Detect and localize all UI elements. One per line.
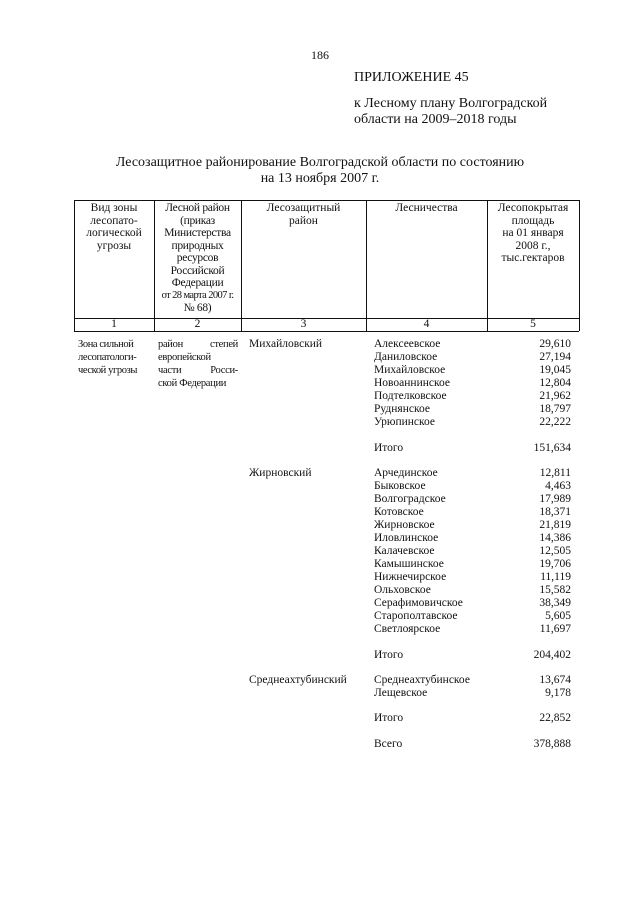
- forest-area-value: 12,811: [539, 467, 571, 479]
- table-row: [374, 506, 571, 519]
- column-divider: [579, 200, 580, 331]
- forestry-name: Арчединское: [374, 467, 438, 479]
- forestry-name: Лещевское: [374, 687, 428, 699]
- forest-area-value: 5,605: [545, 610, 571, 622]
- forestry-name: Урюпинское: [374, 416, 436, 428]
- forestry-name: Руднянское: [374, 403, 430, 415]
- zone-cell: [78, 338, 154, 377]
- header-line: от 28 марта 2007 г.: [161, 289, 234, 301]
- forestry-name: Среднеахтубинское: [374, 674, 470, 686]
- forestry-name: Старополтавское: [374, 610, 458, 622]
- header-line: Министерства: [164, 227, 231, 239]
- column-number: 5: [530, 318, 536, 330]
- column-divider: [366, 200, 367, 331]
- table-row: [374, 416, 571, 429]
- appendix-line-2: области на 2009–2018 годы: [354, 112, 517, 127]
- table-row: [374, 338, 571, 351]
- table-row: [374, 364, 571, 377]
- forestry-name: Ольховское: [374, 584, 431, 596]
- grand-total-row: [374, 738, 571, 751]
- district-name: Среднеахтубинский: [249, 674, 347, 686]
- appendix-line-1: к Лесному плану Волгоградской: [354, 96, 548, 111]
- forest-region-cell: [158, 338, 238, 390]
- forest-area-value: 21,962: [539, 390, 571, 402]
- header-line: на 01 января: [502, 227, 564, 239]
- table-row: [374, 674, 571, 687]
- header-line: № 68): [183, 302, 212, 314]
- table-top-border: [74, 200, 579, 201]
- table-row: [374, 571, 571, 584]
- document-heading: [0, 155, 640, 187]
- district-name: Жирновский: [249, 467, 312, 479]
- header-line: Федерации: [171, 277, 224, 289]
- header-line: Вид зоны: [90, 202, 138, 214]
- grand-total-value: 378,888: [533, 738, 571, 750]
- table-row: [374, 480, 571, 493]
- forest-area-value: 14,386: [539, 532, 571, 544]
- grand-total-label: Всего: [374, 738, 403, 750]
- forest-area-value: 21,819: [539, 519, 571, 531]
- subtotal-value: 151,634: [533, 442, 571, 454]
- forest-area-value: 13,674: [539, 674, 571, 686]
- table-number-border: [74, 331, 579, 332]
- header-cell-forestries: [366, 202, 487, 215]
- header-line: лесопато-: [90, 214, 138, 227]
- table-row: [374, 558, 571, 571]
- subtotal-value: 204,402: [533, 649, 571, 661]
- table-row: [374, 351, 571, 364]
- subtotal-row: [374, 649, 571, 662]
- forestry-name: Серафимовичское: [374, 597, 463, 609]
- forestry-name: Волгоградское: [374, 493, 446, 505]
- table-row: [374, 545, 571, 558]
- header-cell-forest-region: [154, 202, 241, 315]
- forestry-name: Быковское: [374, 480, 426, 492]
- forestry-name: Калачевское: [374, 545, 435, 557]
- forestry-name: Даниловское: [374, 351, 438, 363]
- forest-area-value: 12,804: [539, 377, 571, 389]
- subtotal-label: Итого: [374, 712, 404, 724]
- forest-region-line: район степей: [158, 339, 238, 350]
- forestry-name: Жирновское: [374, 519, 435, 531]
- appendix-block: [354, 70, 547, 128]
- column-number: 2: [194, 318, 201, 330]
- subtotal-label: Итого: [374, 442, 404, 454]
- header-line: 2008 г.,: [515, 239, 551, 252]
- column-number: 3: [300, 318, 307, 330]
- subtotal-row: [374, 712, 571, 725]
- subtotal-value: 22,852: [539, 712, 571, 724]
- forest-area-value: 18,797: [539, 403, 571, 415]
- forestry-name: Алексеевское: [374, 338, 441, 350]
- forest-region-line: части Росси-: [158, 365, 238, 376]
- subtotal-row: [374, 442, 571, 455]
- header-line: ресурсов: [176, 252, 219, 264]
- header-line: логической: [86, 227, 142, 239]
- forest-area-value: 11,697: [539, 623, 571, 635]
- table-row: [374, 623, 571, 636]
- table-row: [374, 403, 571, 416]
- appendix-title: ПРИЛОЖЕНИЕ 45: [354, 70, 469, 85]
- header-line: Лесничества: [395, 202, 458, 214]
- forestry-name: Михайловское: [374, 364, 446, 376]
- column-number: 1: [111, 318, 117, 330]
- forest-area-value: 27,194: [539, 351, 571, 363]
- header-line: Российской: [170, 264, 225, 277]
- header-line: Лесозащитный: [266, 202, 341, 214]
- zone-line: лесопатологи-: [78, 352, 137, 363]
- forest-region-line: европейской: [158, 352, 211, 363]
- table-row: [374, 687, 571, 700]
- heading-line-2: на 13 ноября 2007 г.: [260, 171, 380, 186]
- forest-region-line: ской Федерации: [158, 378, 227, 389]
- table-row: [374, 532, 571, 545]
- header-line: район: [289, 214, 318, 227]
- column-number: 4: [423, 318, 430, 330]
- forestry-name: Подтелковское: [374, 390, 447, 402]
- forest-area-value: 15,582: [539, 584, 571, 596]
- district-name: Михайловский: [249, 338, 323, 350]
- forestry-name: Светлоярское: [374, 623, 441, 635]
- header-cell-forest-area: [487, 202, 579, 265]
- header-cell-zone: [74, 202, 154, 252]
- zone-line: ческой угрозы: [78, 365, 137, 376]
- forest-area-value: 12,505: [539, 545, 571, 557]
- forestry-name: Новоаннинское: [374, 377, 450, 389]
- table-row: [374, 519, 571, 532]
- forest-area-value: 4,463: [545, 480, 571, 492]
- header-line: тыс.гектаров: [501, 252, 565, 264]
- header-line: (приказ: [180, 214, 215, 227]
- forest-area-value: 38,349: [539, 597, 571, 609]
- forestry-name: Камышинское: [374, 558, 444, 570]
- forest-area-value: 22,222: [539, 416, 571, 428]
- table-row: [374, 597, 571, 610]
- table-row: [374, 493, 571, 506]
- subtotal-label: Итого: [374, 649, 404, 661]
- header-line: природных: [171, 239, 224, 252]
- table-row: [374, 610, 571, 623]
- forest-area-value: 17,989: [539, 493, 571, 505]
- header-line: Лесопокрытая: [497, 202, 569, 214]
- header-line: площадь: [511, 214, 555, 227]
- forest-area-value: 11,119: [540, 571, 571, 583]
- heading-line-1: Лесозащитное районирование Волгоградской области по состоянию: [115, 155, 525, 170]
- table-row: [374, 377, 571, 390]
- forest-area-value: 18,371: [539, 506, 571, 518]
- table-row: [374, 584, 571, 597]
- forest-area-value: 29,610: [539, 338, 571, 350]
- header-line: Лесной район: [165, 202, 230, 214]
- page-number: 186: [311, 48, 329, 62]
- forest-area-value: 9,178: [545, 687, 571, 699]
- table-row: [374, 467, 571, 480]
- forestry-name: Нижнечирское: [374, 571, 447, 583]
- forest-area-value: 19,045: [539, 364, 571, 376]
- forestry-name: Иловлинское: [374, 532, 439, 544]
- forestry-name: Котовское: [374, 506, 424, 518]
- table-row: [374, 390, 571, 403]
- header-cell-protection-district: [241, 202, 366, 227]
- header-line: угрозы: [96, 239, 132, 252]
- zone-line: Зона сильной: [78, 339, 134, 350]
- forest-area-value: 19,706: [539, 558, 571, 570]
